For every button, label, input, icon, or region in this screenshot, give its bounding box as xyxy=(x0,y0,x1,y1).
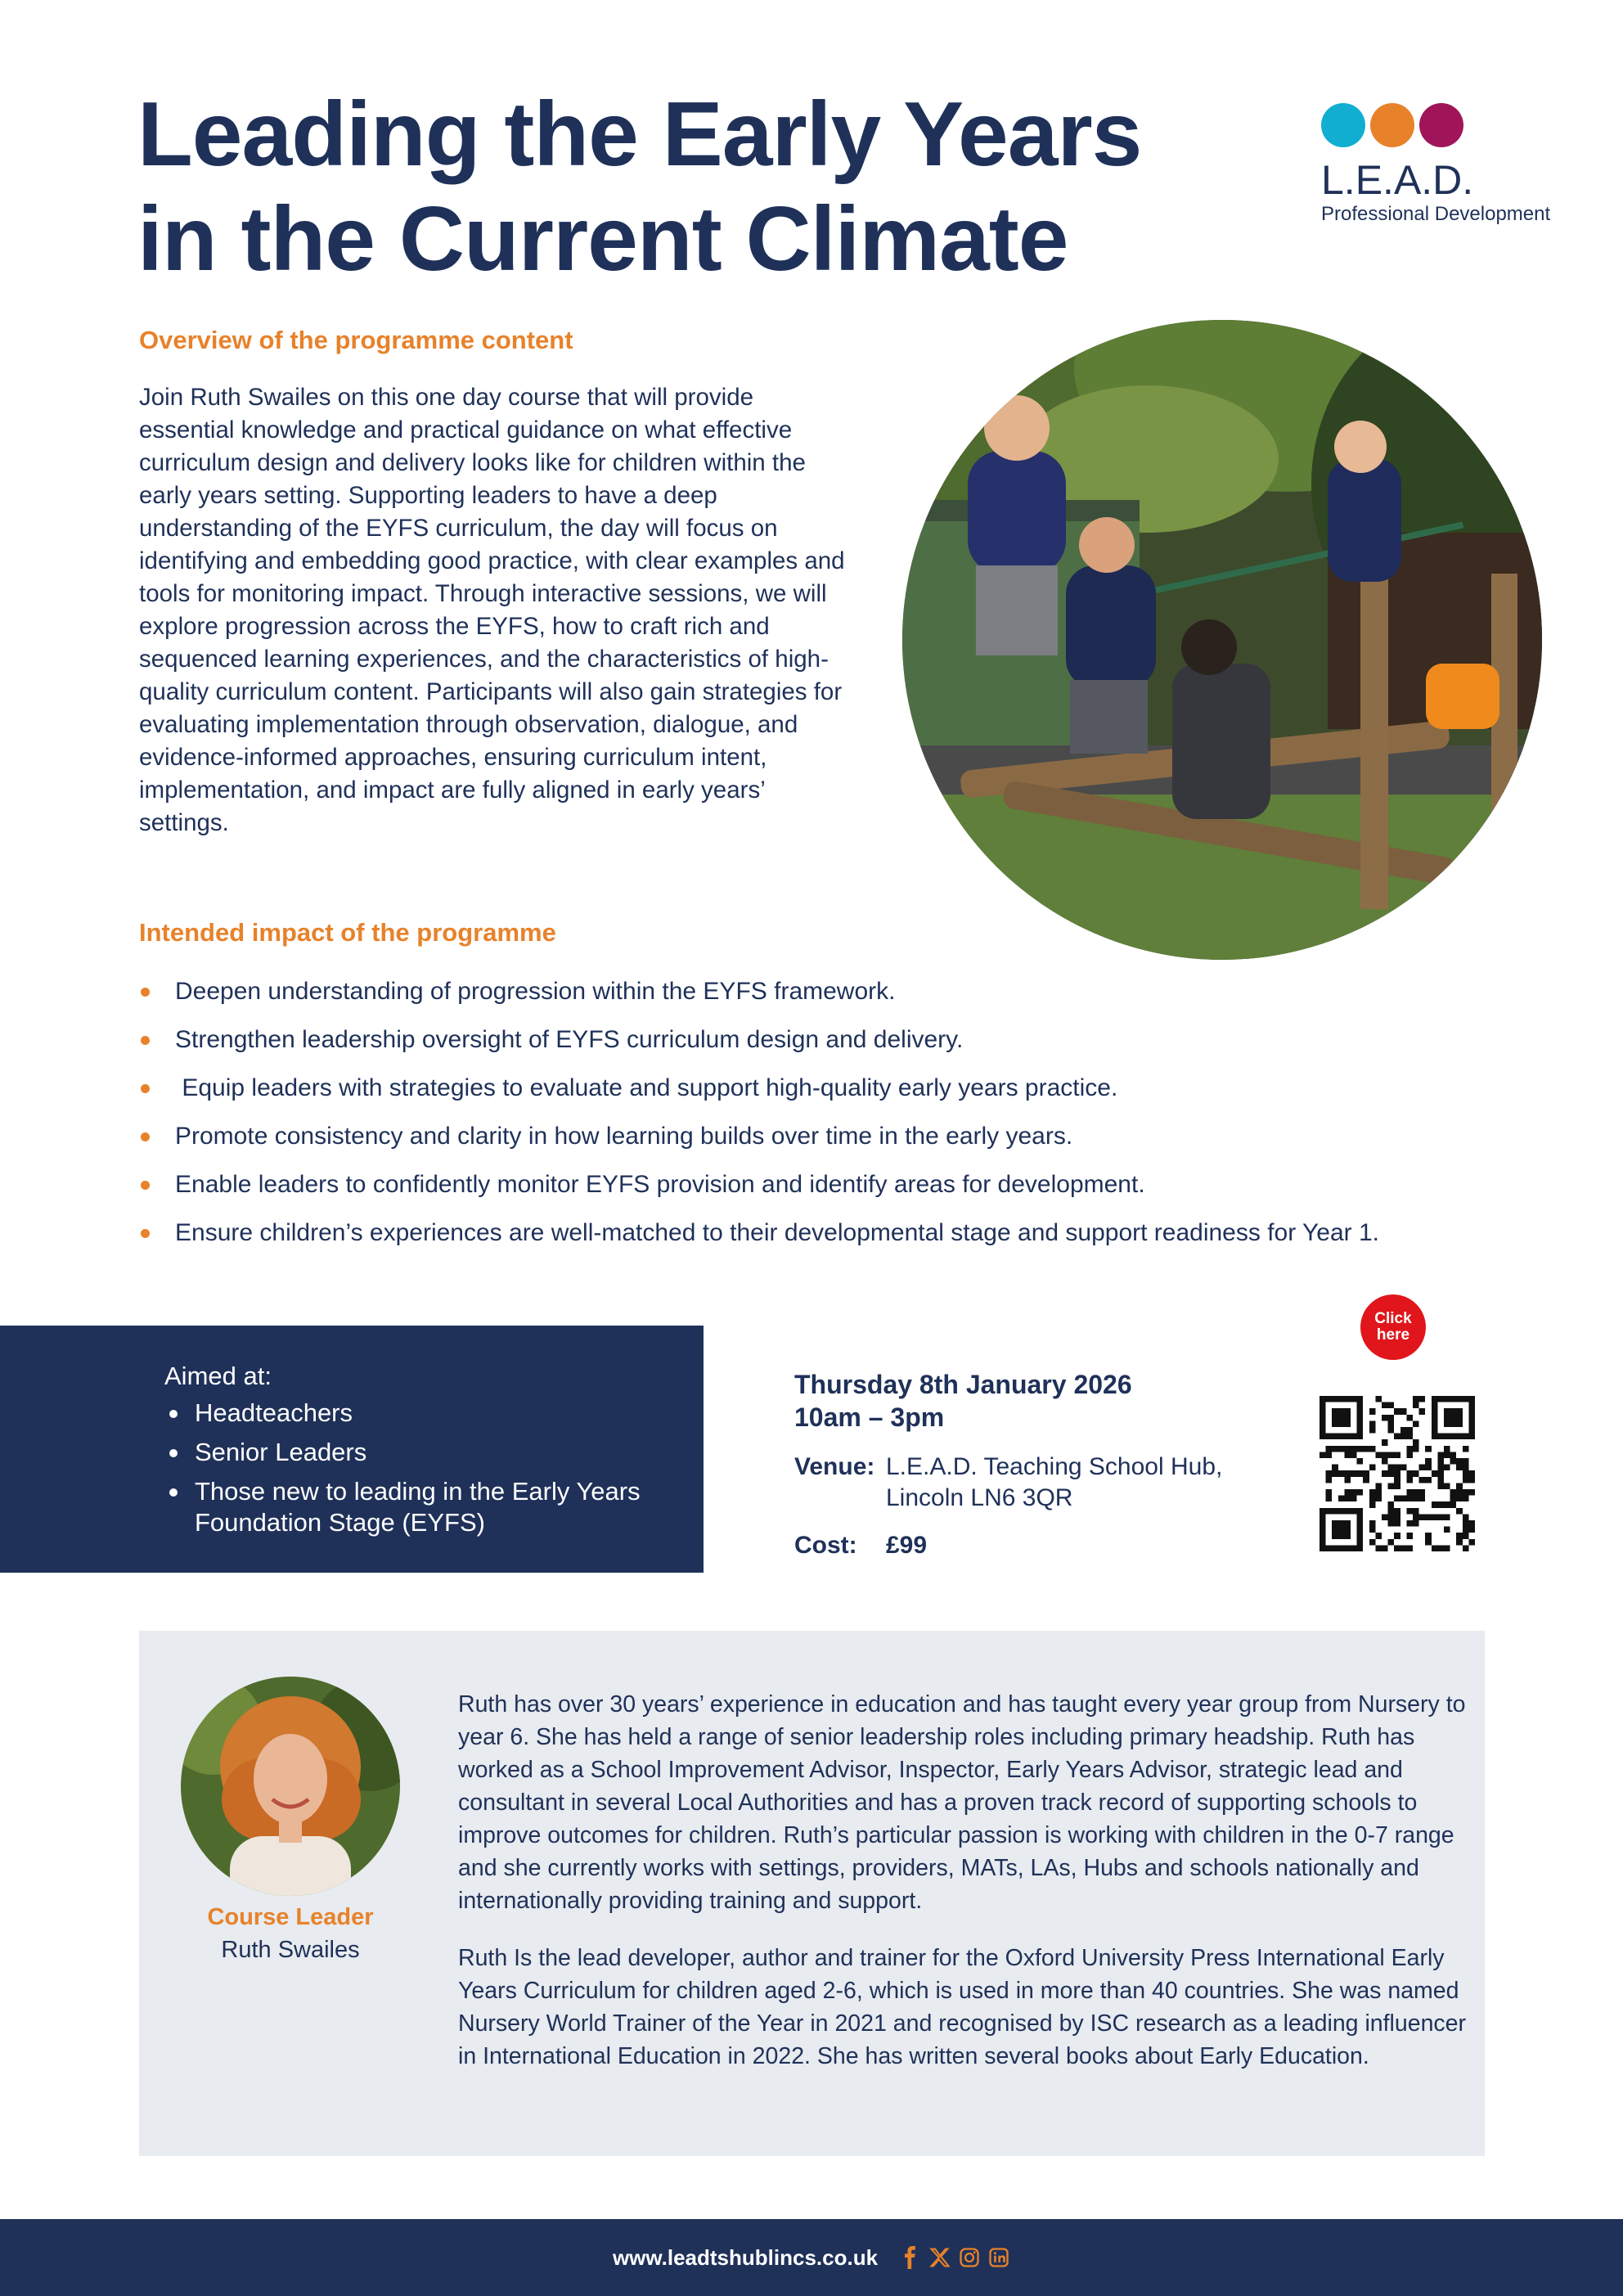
bullet-icon xyxy=(141,1181,150,1190)
cost-label: Cost: xyxy=(794,1532,857,1559)
linkedin-icon[interactable] xyxy=(987,2246,1010,2269)
title-line-2: in the Current Climate xyxy=(137,188,1068,290)
audience-list xyxy=(164,1398,688,1546)
x-icon[interactable] xyxy=(928,2246,951,2269)
venue-label: Venue: xyxy=(794,1453,875,1480)
click-here-button[interactable] xyxy=(1360,1294,1426,1360)
list-item: Headteachers xyxy=(164,1398,688,1429)
leader-bio-paragraph-2: Ruth Is the lead developer, author and trainer for the Oxford University Press International Early Years Curriculum for children aged 2-6, which is used in more than 40 countries. She was named Nursery World Trainer of the Year in 2021 and recognised by ISC research as a leading influencer in International Education in 2022. She has written several books about Early Education. xyxy=(458,1945,1467,2069)
bullet-icon xyxy=(169,1488,178,1497)
bullet-icon xyxy=(141,1132,150,1141)
list-item: Senior Leaders xyxy=(164,1437,688,1468)
venue-line-1: L.E.A.D. Teaching School Hub, xyxy=(886,1453,1223,1480)
impact-list xyxy=(139,975,1489,1265)
list-item: Strengthen leadership oversight of EYFS curriculum design and delivery. xyxy=(139,1024,1489,1072)
cost-row xyxy=(794,1530,1302,1561)
instagram-icon[interactable] xyxy=(958,2246,981,2269)
page-title xyxy=(137,82,1160,291)
course-leader-panel xyxy=(139,1631,1485,2156)
logo-dot-orange xyxy=(1370,103,1414,147)
logo-dots xyxy=(1321,103,1591,147)
leader-bio-paragraph-1: Ruth has over 30 years’ experience in education and has taught every year group from Nursery to year 6. She has held a range of senior leadership roles including primary headship. Ruth has worked as a School Improvement Advisor, Inspector, Early Years Advisor, strategic lead and consultant in several Local Authorities and has a proven track record of supporting schools to improve outcomes for children. Ruth’s particular passion is working with children in the 0-7 range and she currently works with settings, providers, MATs, LAs, Hubs and schools nationally and internationally providing training and support. xyxy=(458,1691,1466,1914)
venue-row xyxy=(794,1452,1302,1514)
audience-title: Aimed at: xyxy=(164,1362,272,1390)
website-link[interactable]: www.leadtshublincs.co.uk xyxy=(612,2244,879,2270)
event-time: 10am – 3pm xyxy=(794,1402,945,1432)
bullet-icon xyxy=(141,1229,150,1238)
overview-text: Join Ruth Swailes on this one day course that will provide essential knowledge and practical guidance on what effective curriculum design and delivery looks like for children within the early years setting. Supporting leaders to have a deep understanding of the EYFS curriculum, the day will focus on identifying and embedding good practice, with clear examples and tools for monitoring impact. Through interactive sessions, we will explore progression across the EYFS, how to craft rich and sequenced learning experiences, and the characteristics of high-quality curriculum content. Participants will also gain strategies for evaluating implementation through observation, dialogue, and evidence-informed approaches, ensuring curriculum intent, implementation, and impact are fully aligned in early years’ settings. xyxy=(139,384,845,836)
bullet-icon xyxy=(169,1410,178,1418)
list-item: Promote consistency and clarity in how learning builds over time in the early years. xyxy=(139,1120,1489,1168)
course-leader-name: Ruth Swailes xyxy=(221,1937,360,1963)
logo-name: L.E.A.D. xyxy=(1321,157,1474,203)
list-item: Ensure children’s experiences are well-matched to their developmental stage and support readiness for Year 1. xyxy=(139,1217,1489,1265)
logo-dot-blue xyxy=(1321,103,1365,147)
title-line-1: Leading the Early Years xyxy=(137,83,1142,185)
bullet-icon xyxy=(141,988,150,997)
list-item: Those new to leading in the Early Years Foundation Stage (EYFS) xyxy=(164,1476,688,1538)
bullet-icon xyxy=(141,1084,150,1093)
bullet-icon xyxy=(169,1449,178,1457)
logo-dot-magenta xyxy=(1419,103,1463,147)
avatar xyxy=(181,1677,400,1896)
qr-code-icon xyxy=(1320,1396,1475,1551)
impact-heading: Intended impact of the programme xyxy=(139,918,556,947)
list-item: Enable leaders to confidently monitor EYFS provision and identify areas for development. xyxy=(139,1168,1489,1217)
overview-heading: Overview of the programme content xyxy=(139,326,573,354)
list-item: Equip leaders with strategies to evaluate and support high-quality early years practice. xyxy=(139,1072,1489,1120)
click-here-line-1: Click xyxy=(1374,1310,1412,1327)
venue-line-2: Lincoln LN6 3QR xyxy=(886,1484,1073,1511)
booking-qr-code[interactable] xyxy=(1320,1396,1475,1551)
audience-box xyxy=(0,1326,704,1573)
facebook-icon[interactable] xyxy=(899,2246,922,2269)
venue-value xyxy=(886,1452,1222,1514)
lead-logo xyxy=(1321,103,1591,226)
logo-subtitle: Professional Development xyxy=(1321,203,1551,225)
event-date: Thursday 8th January 2026 xyxy=(794,1370,1132,1399)
list-item: Deepen understanding of progression within the EYFS framework. xyxy=(139,975,1489,1024)
footer xyxy=(0,2219,1623,2296)
click-here-line-2: here xyxy=(1376,1326,1410,1344)
event-details xyxy=(794,1368,1302,1561)
bullet-icon xyxy=(141,1036,150,1045)
children-climbing-photo xyxy=(902,320,1542,960)
course-leader-role: Course Leader xyxy=(207,1904,374,1930)
social-links xyxy=(899,2246,1010,2269)
cost-value: £99 xyxy=(886,1532,928,1559)
